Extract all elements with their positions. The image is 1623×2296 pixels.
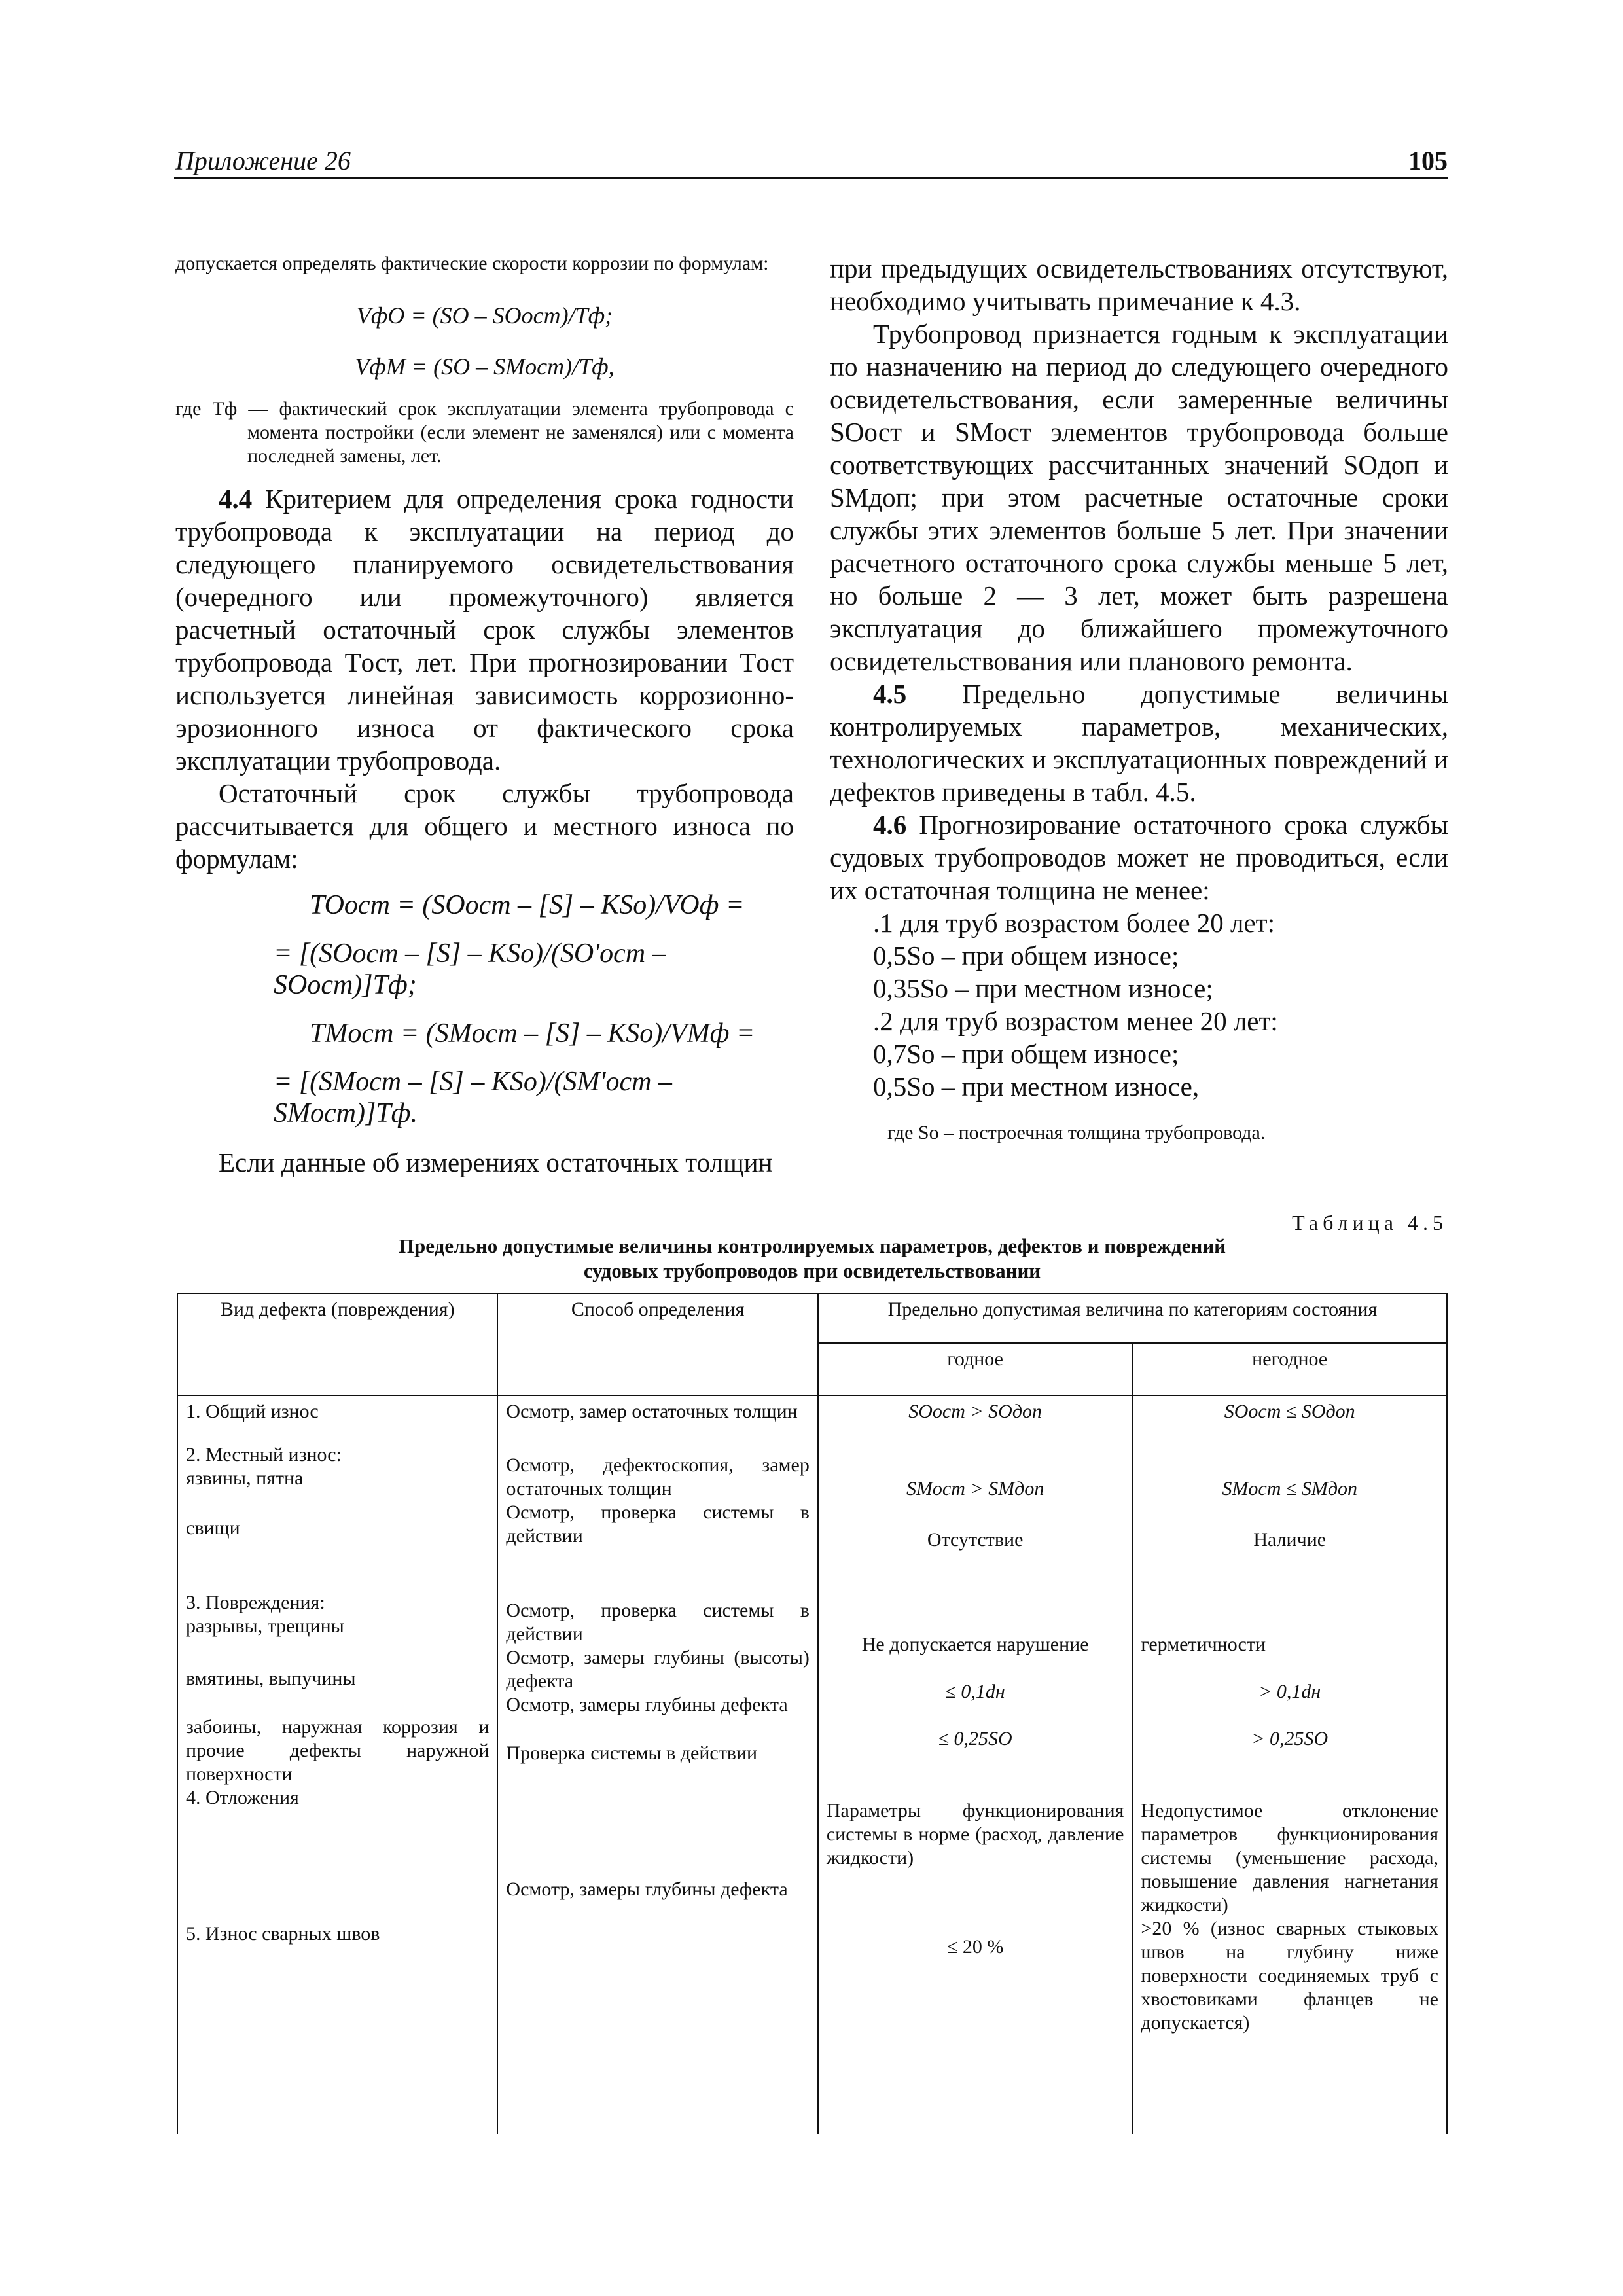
defect-text: разрывы, трещины [186,1615,344,1637]
group-title: 3. Повреждения: [186,1592,325,1613]
good-value: ≤ 20 % [946,1936,1004,1958]
paragraph-number: 4.4 [219,484,253,514]
caption-line: Предельно допустимые величины контролируемых параметров, дефектов и повреждений [398,1234,1226,1257]
method-text: Осмотр, замер остаточных толщин [506,1401,798,1422]
formula-t-general-1: TOост = (SOост – [S] – KSo)/VOф = [310,890,745,920]
paragraph-residual: Остаточный срок службы трубопровода рассчитывается для общего и местного износа по формулам: [175,778,794,874]
bad-value: >20 % (износ сварных стыковых швов на глубину ниже поверхности соединяемых труб с хвостовиками фланцев не допускается) [1141,1918,1438,2034]
limits-table [177,1293,1448,2134]
good-value: Отсутствие [927,1529,1024,1551]
paragraph-text: Предельно допустимые величины контролируемых параметров, механических, технологических и эксплуатационных повреждений и дефектов приведены в табл. 4.5. [830,679,1448,807]
defect-text: вмятины, выпучины [186,1668,356,1689]
table-caption [175,1234,1449,1283]
paragraph-fitness: Трубопровод признается годным к эксплуатации по назначению на период до следующего очередного освидетельствования, если замеренные величины SOост и SMост элементов трубопровода больше соответствующих рассчитанных значений SOдоп и SMдоп; при этом расчетные остаточные сроки службы этих элементов больше 5 лет. При значении расчетного остаточного срока службы меньше 5 лет, но больше 2 — 3 лет, может быть разрешена эксплуатация до ближайшего промежуточного освидетельствования или планового ремонта. [830,319,1448,676]
list-item: 0,7Sо – при общем износе; [873,1039,1179,1069]
intro-text: допускается определять фактические скорости коррозии по формулам: [175,253,769,274]
formula-t-local-1: TMост = (SMост – [S] – KSo)/VMф = [310,1018,755,1049]
method-text: Осмотр, дефектоскопия, замер остаточных толщин [506,1454,810,1499]
cell-defect [177,1395,497,2134]
bad-value: Наличие [1253,1529,1327,1551]
header-limits: Предельно допустимая величина по категориям состояния [818,1293,1447,1343]
header-rule [174,177,1448,179]
header-bad: негодное [1132,1343,1447,1395]
good-value: ≤ 0,1dн [945,1681,1005,1702]
method-text: Осмотр, замеры глубины дефекта [506,1878,788,1900]
paragraph-text: Прогнозирование остаточного срока службы судовых трубопроводов может не проводиться, если их остаточная толщина не менее: [830,810,1448,905]
paragraph-4-5 [830,677,1448,808]
paragraph-4-4 [175,482,794,777]
bad-value: Недопустимое отклонение параметров функционирования системы (уменьшение расхода, повышение давления нагнетания жидкости) [1141,1800,1438,1916]
where-note: где Tф — фактический срок эксплуатации элемента трубопровода с момента постройки (если элемент не заменялся) или с момента последней замены, лет. [175,398,794,467]
good-value: ≤ 0,25SO [938,1728,1012,1749]
paragraph-4-6 [830,808,1448,906]
thickness-list [830,906,1448,1103]
defect-text: 1. Общий износ [186,1401,319,1422]
bad-value: герметичности [1141,1634,1266,1655]
bad-value: SMост ≤ SMдоп [1222,1478,1358,1499]
bad-value: SOост ≤ SOдоп [1224,1401,1355,1422]
page-number: 105 [1408,146,1448,175]
good-value: SMост > SMдоп [906,1478,1044,1499]
paragraph-number: 4.5 [873,679,907,709]
paragraph-text: Критерием для определения срока годности трубопровода к эксплуатации на период до следующего планируемого освидетельствования (очередного или промежуточного) является расчетный остаточный срок службы элементов трубопровода Tост, лет. При прогнозировании Tост используется линейная зависимость коррозионно-эрозионного износа от фактического срока эксплуатации трубопровода. [175,484,794,776]
method-text: Осмотр, замеры глубины дефекта [506,1694,788,1715]
left-column [175,252,794,1179]
list-item: 0,5Sо – при местном износе, [873,1071,1200,1102]
formula-t-local-2: = [(SMост – [S] – KSo)/(SM'ост – SMост)]Tф. [274,1067,672,1128]
cell-good [818,1395,1133,2134]
header-good: годное [818,1343,1133,1395]
list-item: .1 для труб возрастом более 20 лет: [873,908,1275,938]
paragraph-continuation: при предыдущих освидетельствованиях отсутствуют, необходимо учитывать примечание к 4.3. [830,253,1448,316]
caption-line: судовых трубопроводов при освидетельствовании [583,1259,1041,1282]
formula-t-general-2: = [(SOост – [S] – KSo)/(SO'ост – SOост)]Tф; [274,939,666,1000]
running-header-title: Приложение 26 [175,146,351,175]
method-text: Проверка системы в действии [506,1742,758,1764]
cell-bad [1132,1395,1447,2134]
footnote: где Sо – построечная толщина трубопровода. [887,1122,1266,1143]
defect-text: 5. Износ сварных швов [186,1923,380,1945]
defect-text: 4. Отложения [186,1787,299,1808]
good-value: SOост > SOдоп [908,1401,1042,1422]
method-text: Осмотр, проверка системы в действии [506,1600,810,1645]
bad-value: > 0,25SO [1251,1728,1329,1749]
paragraph-number: 4.6 [873,810,907,840]
method-text: Осмотр, замеры глубины (высоты) дефекта [506,1647,810,1692]
defect-text: забоины, наружная коррозия и прочие дефекты наружной поверхности [186,1716,490,1785]
paragraph-measurements: Если данные об измерениях остаточных толщин [219,1147,773,1177]
defect-text: свищи [186,1517,240,1539]
header-method: Способ определения [497,1293,817,1395]
good-value: Параметры функционирования системы в норме (расход, давление жидкости) [826,1800,1124,1869]
right-column [830,252,1448,1145]
defect-text: язвины, пятна [186,1467,304,1489]
group-title: 2. Местный износ: [186,1444,342,1465]
table-number: Таблица 4.5 [1292,1211,1448,1234]
list-item: .2 для труб возрастом менее 20 лет: [873,1006,1278,1036]
formula-vm: VфM = (SO – SMост)/Tф, [355,353,615,380]
method-text: Осмотр, проверка системы в действии [506,1501,810,1547]
list-item: 0,5Sо – при общем износе; [873,941,1179,971]
table-row [177,1395,1447,2134]
list-item: 0,35Sо – при местном износе; [873,973,1213,1003]
good-value: Не допускается нарушение [861,1634,1089,1655]
formula-vo: VфO = (SO – SOост)/Tф; [356,302,613,329]
header-defect: Вид дефекта (повреждения) [177,1293,497,1395]
bad-value: > 0,1dн [1258,1681,1321,1702]
cell-method [497,1395,817,2134]
